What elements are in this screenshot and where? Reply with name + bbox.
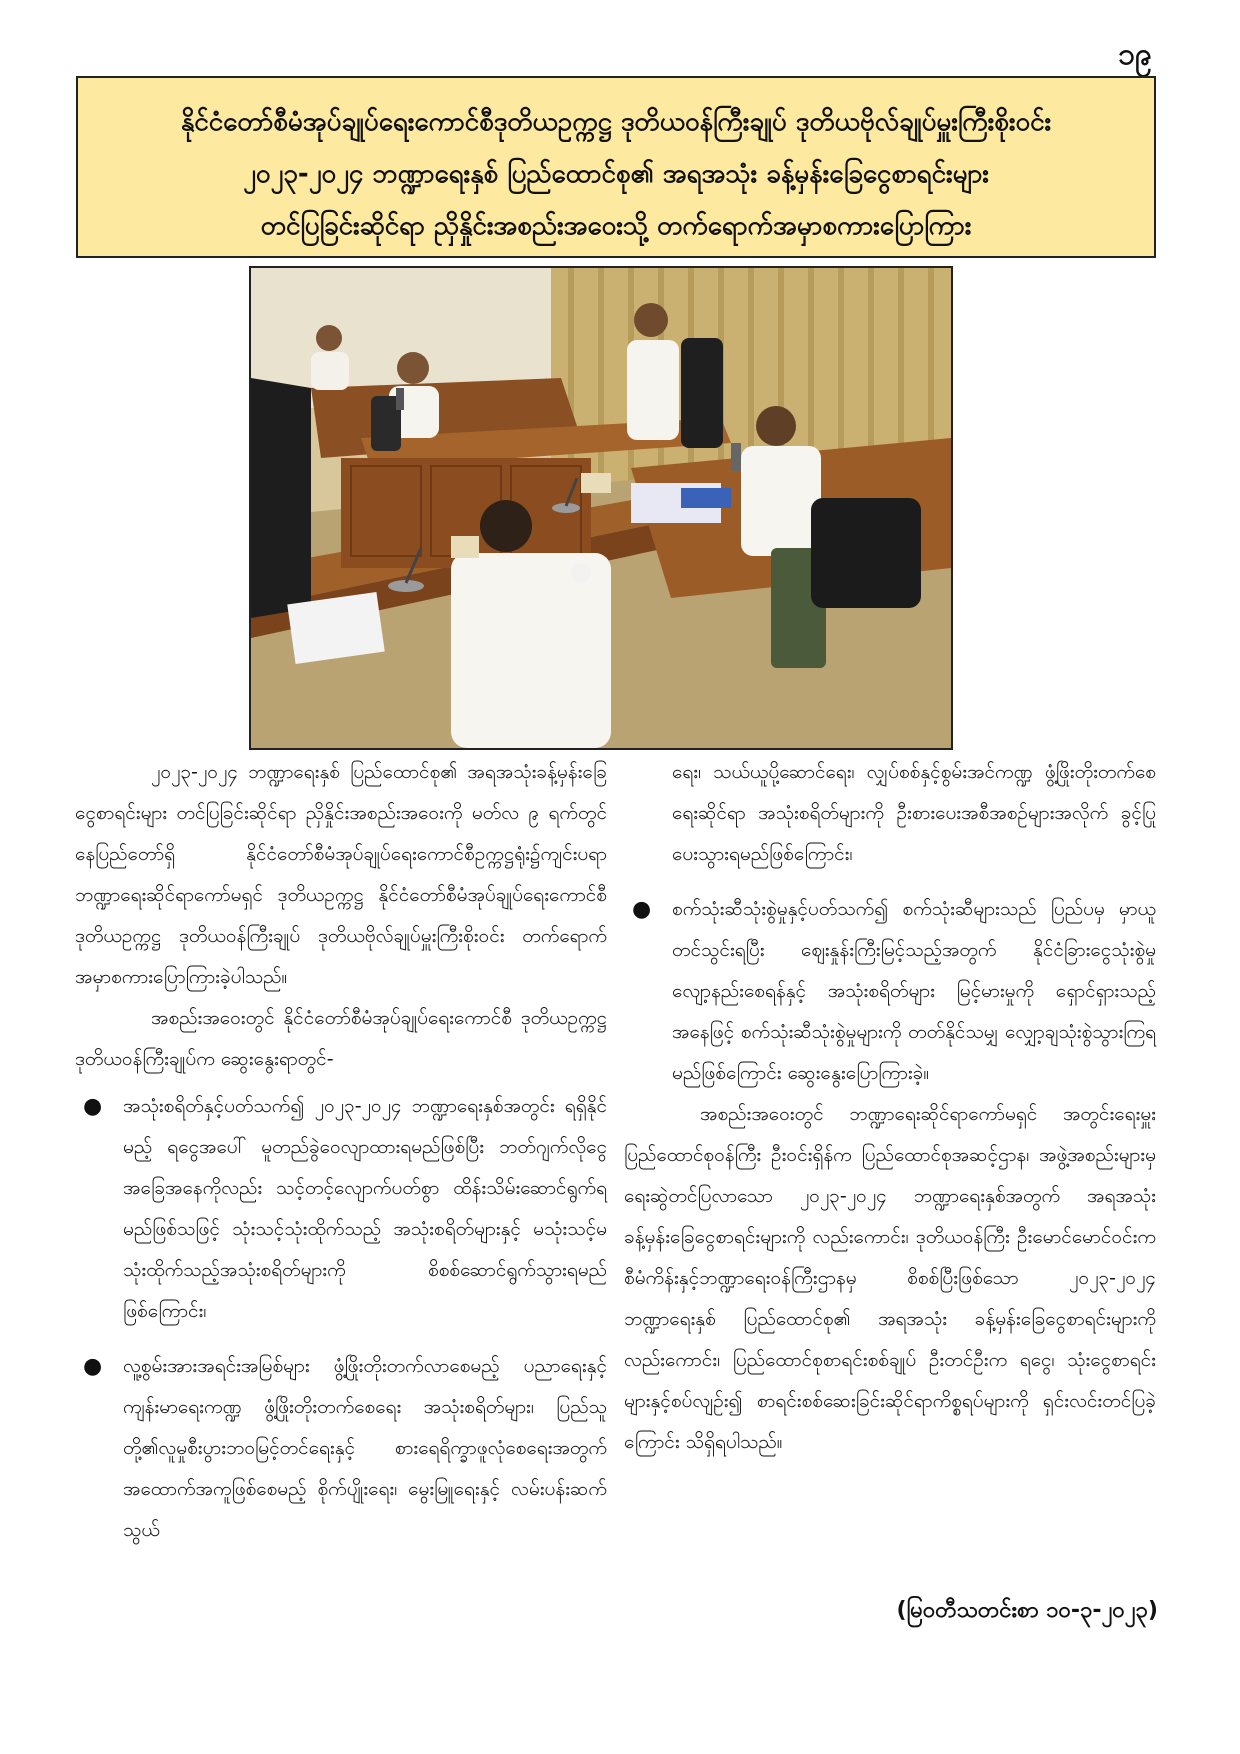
bullet-dot-icon: ● bbox=[83, 1354, 103, 1379]
bullet-dot-icon: ● bbox=[632, 897, 652, 922]
paragraph-discussion-intro: အစည်းအဝေးတွင် နိုင်ငံတော်စီမံအုပ်ချုပ်ရေးကောင်စီ ဒုတိယဥက္ကဋ္ဌ ဒုတိယဝန်ကြီးချုပ်က ဆွေးနွေးရာတွင်- bbox=[75, 1007, 607, 1070]
bullet-item-fuel bbox=[624, 889, 1156, 1094]
paragraph-presentations: အစည်းအဝေးတွင် ဘဏ္ဍာရေးဆိုင်ရာကော်မရှင် အတွင်းရေးမှူး ပြည်ထောင်စုဝန်ကြီး ဦးဝင်းရှိန်က ပြည်ထောင်စုအဆင့်ဌာန၊ အဖွဲ့အစည်းများမှ ရေးဆွဲတင်ပြလာသော ၂၀၂၃-၂၀၂၄ ဘဏ္ဍာရေးနှစ်အတွက် အရအသုံး ခန့်မှန်းခြေငွေစာရင်းများကို လည်းကောင်း၊ ဒုတိယဝန်ကြီး ဦးမောင်မောင်ဝင်းက စီမံကိန်းနှင့်ဘဏ္ဍာရေးဝန်ကြီးဌာနမှ စိစစ်ပြီးဖြစ်သော ၂၀၂၃-၂၀၂၄ ဘဏ္ဍာရေးနှစ် ပြည်ထောင်စု၏ အရအသုံး ခန့်မှန်းခြေငွေစာရင်းများကိုလည်းကောင်း၊ ပြည်ထောင်စုစာရင်းစစ်ချုပ် ဦးတင်ဦးက ရငွေ၊ သုံးငွေစာရင်းများနှင့်စပ်လျဉ်း၍ စာရင်းစစ်ဆေးခြင်းဆိုင်ရာကိစ္စရပ်များကို ရှင်းလင်းတင်ပြခဲ့ကြောင်း သိရှိရပါသည်။ bbox=[624, 1103, 1156, 1453]
headline-line-1: နိုင်ငံတော်စီမံအုပ်ချုပ်ရေးကောင်စီဒုတိယဥက္ကဋ္ဌ ဒုတိယဝန်ကြီးချုပ် ဒုတိယဗိုလ်ချုပ်မှူးကြီးစိုးဝင်း bbox=[180, 107, 1052, 137]
bullet-text: လူ့စွမ်းအားအရင်းအမြစ်များ ဖွံ့ဖြိုးတိုးတက်လာစေမည့် ပညာရေးနှင့် ကျန်းမာရေးကဏ္ဍ ဖွံ့ဖြိုးတိုးတက်စေရေး အသုံးစရိတ်များ၊ ပြည်သူတို့၏လူမှုစီးပွားဘဝမြင့်တင်ရေးနှင့် စားရေရိက္ခာဖူလုံစေရေးအတွက် အထောက်အကူဖြစ်စေမည့် စိုက်ပျိုးရေး၊ မွေးမြူရေးနှင့် လမ်းပန်းဆက်သွယ် bbox=[123, 1355, 607, 1541]
headline-line-2: ၂၀၂၃-၂၀၂၄ ဘဏ္ဍာရေးနှစ် ပြည်ထောင်စု၏ အရအသုံး ခန့်မှန်းခြေငွေစာရင်းများ bbox=[243, 159, 989, 189]
bullet-continuation: ရေး၊ သယ်ယူပို့ဆောင်ရေး၊ လျှပ်စစ်နှင့်စွမ်းအင်ကဏ္ဍ ဖွံ့ဖြိုးတိုးတက်စေရေးဆိုင်ရာ အသုံးစရိတ်များကို ဦးစားပေးအစီအစဉ်များအလိုက် ခွင့်ပြုပေးသွားရမည်ဖြစ်ကြောင်း၊ bbox=[672, 761, 1156, 865]
left-column bbox=[75, 752, 607, 1551]
bullet-text: စက်သုံးဆီသုံးစွဲမှုနှင့်ပတ်သက်၍ စက်သုံးဆီများသည် ပြည်ပမှ မှာယူတင်သွင်းရပြီး ဈေးနှုန်းကြီးမြင့်သည့်အတွက် နိုင်ငံခြားငွေသုံးစွဲမှုလျော့နည်းစေရန်နှင့် အသုံးစရိတ်များ မြင့်မားမှုကို ရှောင်ရှားသည့်အနေဖြင့် စက်သုံးဆီသုံးစွဲမှုများကို တတ်နိုင်သမျှ လျှော့ချသုံးစွဲသွားကြရမည်ဖြစ်ကြောင်း ဆွေးနွေးပြောကြားခဲ့။ bbox=[672, 898, 1156, 1084]
source-credit: (မြဝတီသတင်းစာ ၁၀-၃-၂၀၂၃) bbox=[896, 1598, 1158, 1623]
headline-box bbox=[76, 76, 1156, 258]
right-column bbox=[624, 752, 1156, 1463]
headline-line-3: တင်ပြခြင်းဆိုင်ရာ ညှိနှိုင်းအစည်းအဝေးသို့ တက်ရောက်အမှာစကားပြောကြား bbox=[260, 211, 972, 241]
bullet-item-expenditure bbox=[75, 1086, 607, 1332]
meeting-photo bbox=[249, 266, 953, 750]
paragraph-intro: ၂၀၂၃-၂၀၂၄ ဘဏ္ဍာရေးနှစ် ပြည်ထောင်စု၏ အရအသုံးခန့်မှန်းခြေ ငွေစာရင်းများ တင်ပြခြင်းဆိုင်ရာ ညှိနှိုင်းအစည်းအဝေးကို မတ်လ ၉ ရက်တွင် နေပြည်တော်ရှိ နိုင်ငံတော်စီမံအုပ်ချုပ်ရေးကောင်စီဥက္ကဋ္ဌရုံး၌ကျင်းပရာ ဘဏ္ဍာရေးဆိုင်ရာကော်မရှင် ဒုတိယဥက္ကဋ္ဌ နိုင်ငံတော်စီမံအုပ်ချုပ်ရေးကောင်စီဒုတိယဥက္ကဋ္ဌ ဒုတိယဝန်ကြီးချုပ် ဒုတိယဗိုလ်ချုပ်မှူးကြီးစိုးဝင်း တက်ရောက်အမှာစကားပြောကြားခဲ့ပါသည်။ bbox=[75, 761, 607, 988]
meeting-photo-illustration bbox=[251, 268, 951, 748]
page-number: ၁၉ bbox=[1118, 37, 1152, 72]
bullet-dot-icon: ● bbox=[83, 1094, 103, 1119]
bullet-item-human-resources bbox=[75, 1346, 607, 1551]
bullet-text: အသုံးစရိတ်နှင့်ပတ်သက်၍ ၂၀၂၃-၂၀၂၄ ဘဏ္ဍာရေးနှစ်အတွင်း ရရှိနိုင်မည့် ရငွေအပေါ် မူတည်ခွဲဝေလျာထားရမည်ဖြစ်ပြီး ဘတ်ဂျက်လိုငွေ အခြေအနေကိုလည်း သင့်တင့်လျောက်ပတ်စွာ ထိန်းသိမ်းဆောင်ရွက်ရမည်ဖြစ်သဖြင့် သုံးသင့်သုံးထိုက်သည့် အသုံးစရိတ်များနှင့် မသုံးသင့်မသုံးထိုက်သည့်အသုံးစရိတ်များကို စိစစ်ဆောင်ရွက်သွားရမည်ဖြစ်ကြောင်း၊ bbox=[123, 1095, 607, 1322]
